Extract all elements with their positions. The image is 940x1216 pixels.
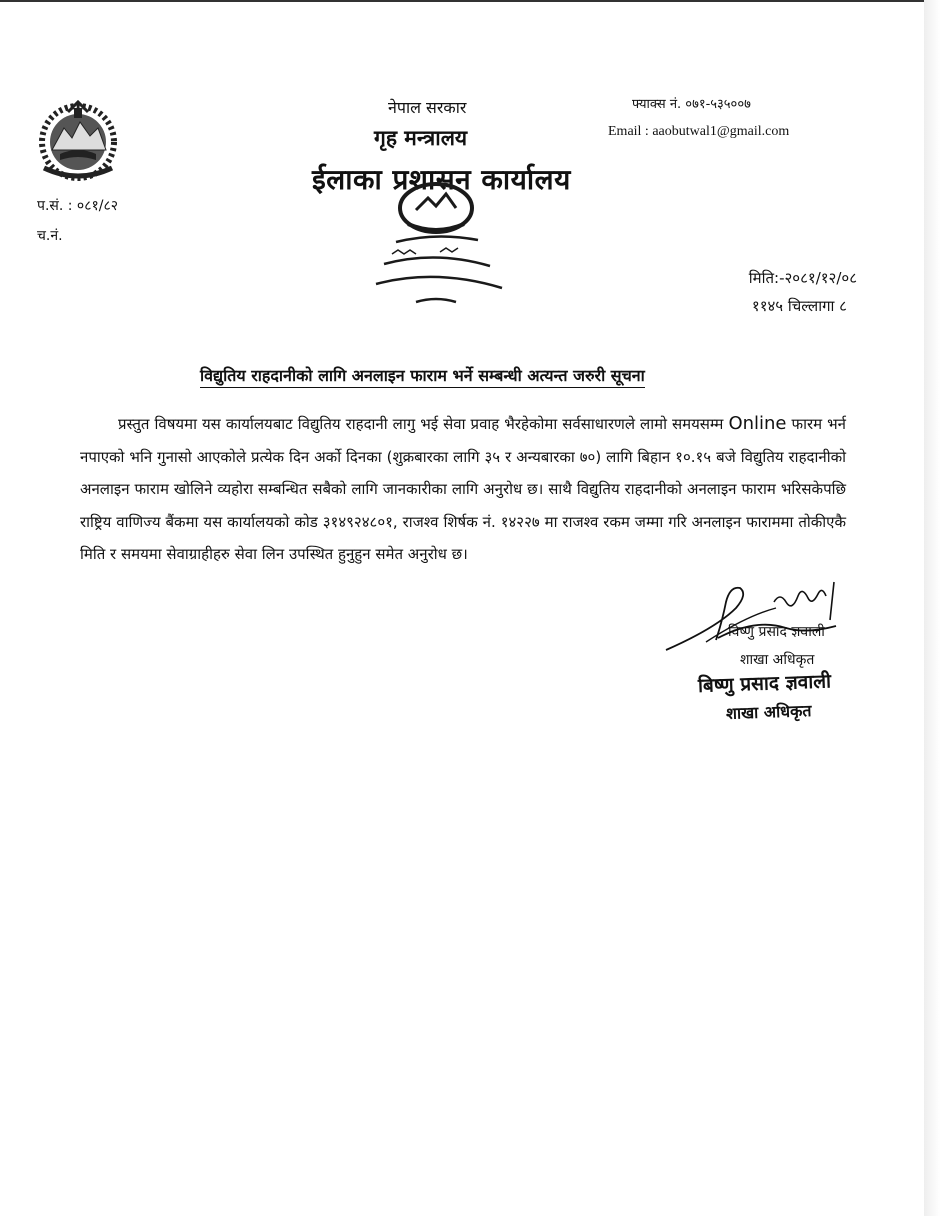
office-seal-stamp: [356, 180, 516, 314]
signer-name: विष्णु प्रसाद ज्ञवाली: [728, 624, 825, 640]
handwritten-signature: [656, 568, 846, 658]
notice-body: [80, 408, 846, 571]
fax-number: फ्याक्स नं. ०७१-५३५००७: [632, 97, 751, 112]
office-name: ईलाका प्रशासन कार्यालय: [312, 163, 571, 196]
dispatch-stamp: ११४५ चिल्लागा ८: [751, 297, 847, 315]
ministry-name: गृह मन्त्रालय: [374, 126, 468, 150]
email-address: Email : aaobutwal1@gmail.com: [608, 124, 790, 139]
nepal-emblem-icon: [30, 98, 126, 182]
notice-subject: विद्युतिय राहदानीको लागि अनलाइन फाराम भर्ने सम्बन्धी अत्यन्त जरुरी सूचना: [200, 364, 645, 388]
signer-title: शाखा अधिकृत: [740, 652, 815, 668]
notice-body-online: Online: [728, 413, 787, 434]
title-stamp: शाखा अधिकृत: [725, 701, 812, 723]
letter-date: मिति:-२०८१/१२/०८: [748, 269, 857, 287]
government-name: नेपाल सरकार: [388, 98, 467, 117]
notice-body-intro: प्रस्तुत विषयमा यस कार्यालयबाट विद्युतिय राहदानी लागु भई सेवा प्रवाह भैरहेकोमा सर्वसाधारणले लामो समयसम्म: [118, 415, 724, 433]
scan-edge: [924, 0, 940, 1216]
reference-number: प.सं. : ०८१/८२: [37, 198, 119, 214]
notice-body-rest: फारम भर्न नपाएको भनि गुनासो आएकोले प्रत्येक दिन अर्को दिनका (शुक्रबारका लागि ३५ र अन्यबारका ७०) लागि बिहान १०.१५ बजे विद्युतिय राहदानीको अनलाइन फाराम खोलिने व्यहोरा सम्बन्धित सबैको लागि जानकारीका लागि अनुरोध छ। साथै विद्युतिय राहदानीको अनलाइन फाराम भरिसकेपछि राष्ट्रिय वाणिज्य बैंकमा यस कार्यालयको कोड ३१४९२४८०१, राजश्व शिर्षक नं. १४२२७ मा राजश्व रकम जम्मा गरि अनलाइन फाराममा तोकीएकै मिति र समयमा सेवाग्राहीहरु सेवा लिन उपस्थित हुनुहुन समेत अनुरोध छ।: [80, 415, 846, 563]
dispatch-label: च.नं.: [37, 228, 63, 244]
name-stamp: बिष्णु प्रसाद ज्ञवाली: [697, 670, 832, 697]
